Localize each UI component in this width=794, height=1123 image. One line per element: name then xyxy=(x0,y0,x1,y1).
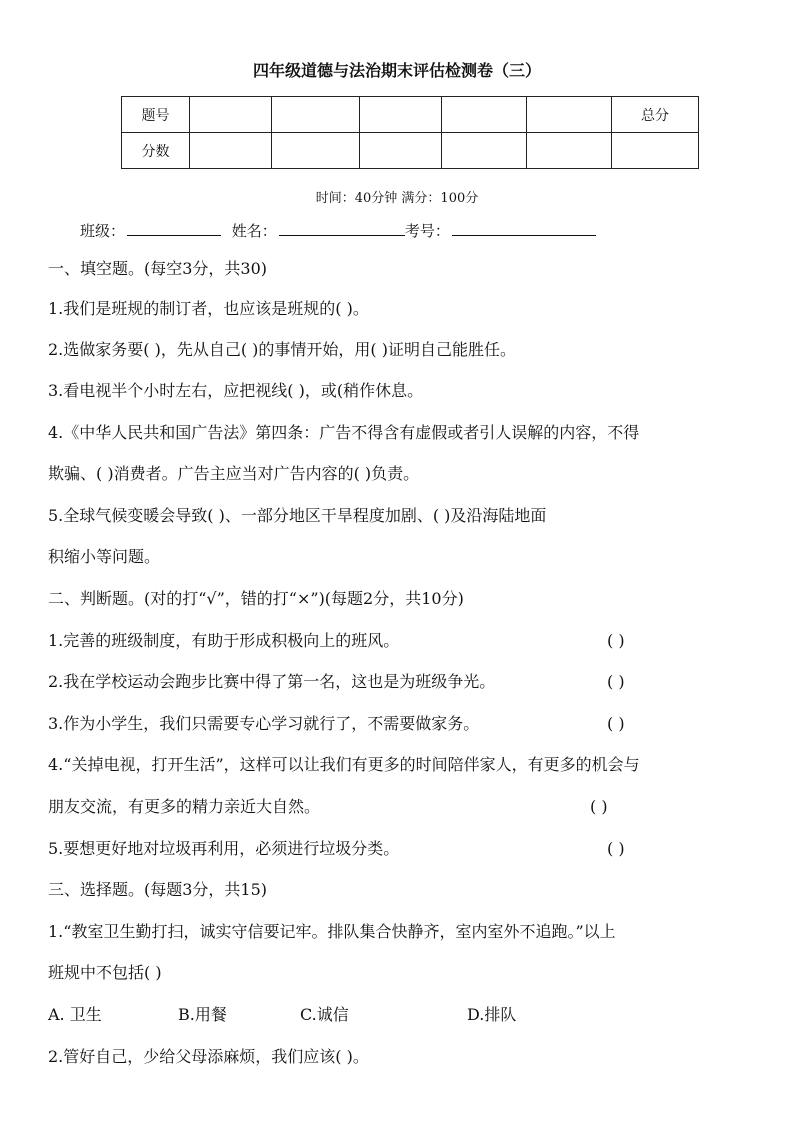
option-c[interactable]: C.诚信 xyxy=(300,1005,349,1024)
judge-question-5: 5.要想更好地对垃圾再利用，必须进行垃圾分类。 xyxy=(48,839,400,858)
student-info-line xyxy=(80,221,596,241)
answer-parentheses[interactable]: ( ) xyxy=(590,797,608,816)
fill-question-4-line1: 4.《中华人民共和国广告法》第四条：广告不得含有虚假或者引人误解的内容，不得 xyxy=(48,423,640,442)
score-table-row-scores xyxy=(122,133,699,169)
score-label: 分数 xyxy=(122,133,190,169)
table-cell xyxy=(272,97,360,133)
answer-parentheses[interactable]: ( ) xyxy=(607,672,625,691)
fill-question-3: 3.看电视半个小时左右，应把视线( )，或(稍作休息。 xyxy=(48,381,424,400)
score-cell[interactable] xyxy=(272,133,360,169)
table-cell xyxy=(442,97,527,133)
score-cell[interactable] xyxy=(442,133,527,169)
fill-question-1: 1.我们是班规的制订者，也应该是班规的( )。 xyxy=(48,299,369,318)
choice-question-1-line2: 班规中不包括( ) xyxy=(48,963,162,982)
section3-heading: 三、选择题。(每题3分，共15) xyxy=(48,880,268,899)
judge-question-4-line1: 4.“关掉电视，打开生活”，这样可以让我们有更多的时间陪伴家人，有更多的机会与 xyxy=(48,755,640,774)
total-score-cell[interactable] xyxy=(612,133,699,169)
choice-question-1-line1: 1.“教室卫生勤打扫，诚实守信要记牢。排队集合快静齐，室内室外不追跑。”以上 xyxy=(48,922,616,941)
answer-parentheses[interactable]: ( ) xyxy=(607,839,625,858)
answer-parentheses[interactable]: ( ) xyxy=(607,714,625,733)
judge-question-3: 3.作为小学生，我们只需要专心学习就行了，不需要做家务。 xyxy=(48,714,480,733)
table-cell xyxy=(190,97,272,133)
section1-heading: 一、填空题。(每空3分，共30) xyxy=(48,259,268,278)
judge-question-4-line2: 朋友交流，有更多的精力亲近大自然。 xyxy=(48,797,321,816)
exam-number-field[interactable] xyxy=(452,221,596,236)
fill-question-2: 2.选做家务要( )，先从自己( )的事情开始，用( )证明自己能胜任。 xyxy=(48,340,516,359)
score-table-row-question-numbers xyxy=(122,97,699,133)
class-field[interactable] xyxy=(127,221,221,236)
table-cell xyxy=(527,97,612,133)
table-cell xyxy=(360,97,442,133)
score-table xyxy=(121,96,699,169)
answer-parentheses[interactable]: ( ) xyxy=(607,631,625,650)
exam-number-label: 考号： xyxy=(404,222,450,240)
option-d[interactable]: D.排队 xyxy=(467,1005,517,1024)
score-cell[interactable] xyxy=(190,133,272,169)
name-field[interactable] xyxy=(279,221,405,236)
class-label: 班级： xyxy=(80,222,126,240)
option-b[interactable]: B.用餐 xyxy=(178,1005,227,1024)
score-cell[interactable] xyxy=(360,133,442,169)
section2-heading: 二、判断题。(对的打“√”，错的打“×”)(每题2分，共10分) xyxy=(48,589,464,608)
option-a[interactable]: A. 卫生 xyxy=(48,1005,102,1024)
total-score-label: 总分 xyxy=(612,97,699,133)
judge-question-1: 1.完善的班级制度，有助于形成积极向上的班风。 xyxy=(48,631,400,650)
judge-question-2: 2.我在学校运动会跑步比赛中得了第一名，这也是为班级争光。 xyxy=(48,672,496,691)
question-number-label: 题号 xyxy=(122,97,190,133)
name-label: 姓名： xyxy=(231,222,277,240)
time-and-full-score: 时间：40分钟 满分：100分 xyxy=(315,191,479,206)
exam-title: 四年级道德与法治期末评估检测卷（三） xyxy=(252,61,541,80)
score-cell[interactable] xyxy=(527,133,612,169)
fill-question-5-line2: 积缩小等问题。 xyxy=(48,547,161,566)
fill-question-5-line1: 5.全球气候变暖会导致( )、一部分地区干旱程度加剧、( )及沿海陆地面 xyxy=(48,506,547,525)
choice-question-2: 2.管好自己，少给父母添麻烦，我们应该( )。 xyxy=(48,1047,369,1066)
fill-question-4-line2: 欺骗、( )消费者。广告主应当对广告内容的( )负责。 xyxy=(48,464,420,483)
